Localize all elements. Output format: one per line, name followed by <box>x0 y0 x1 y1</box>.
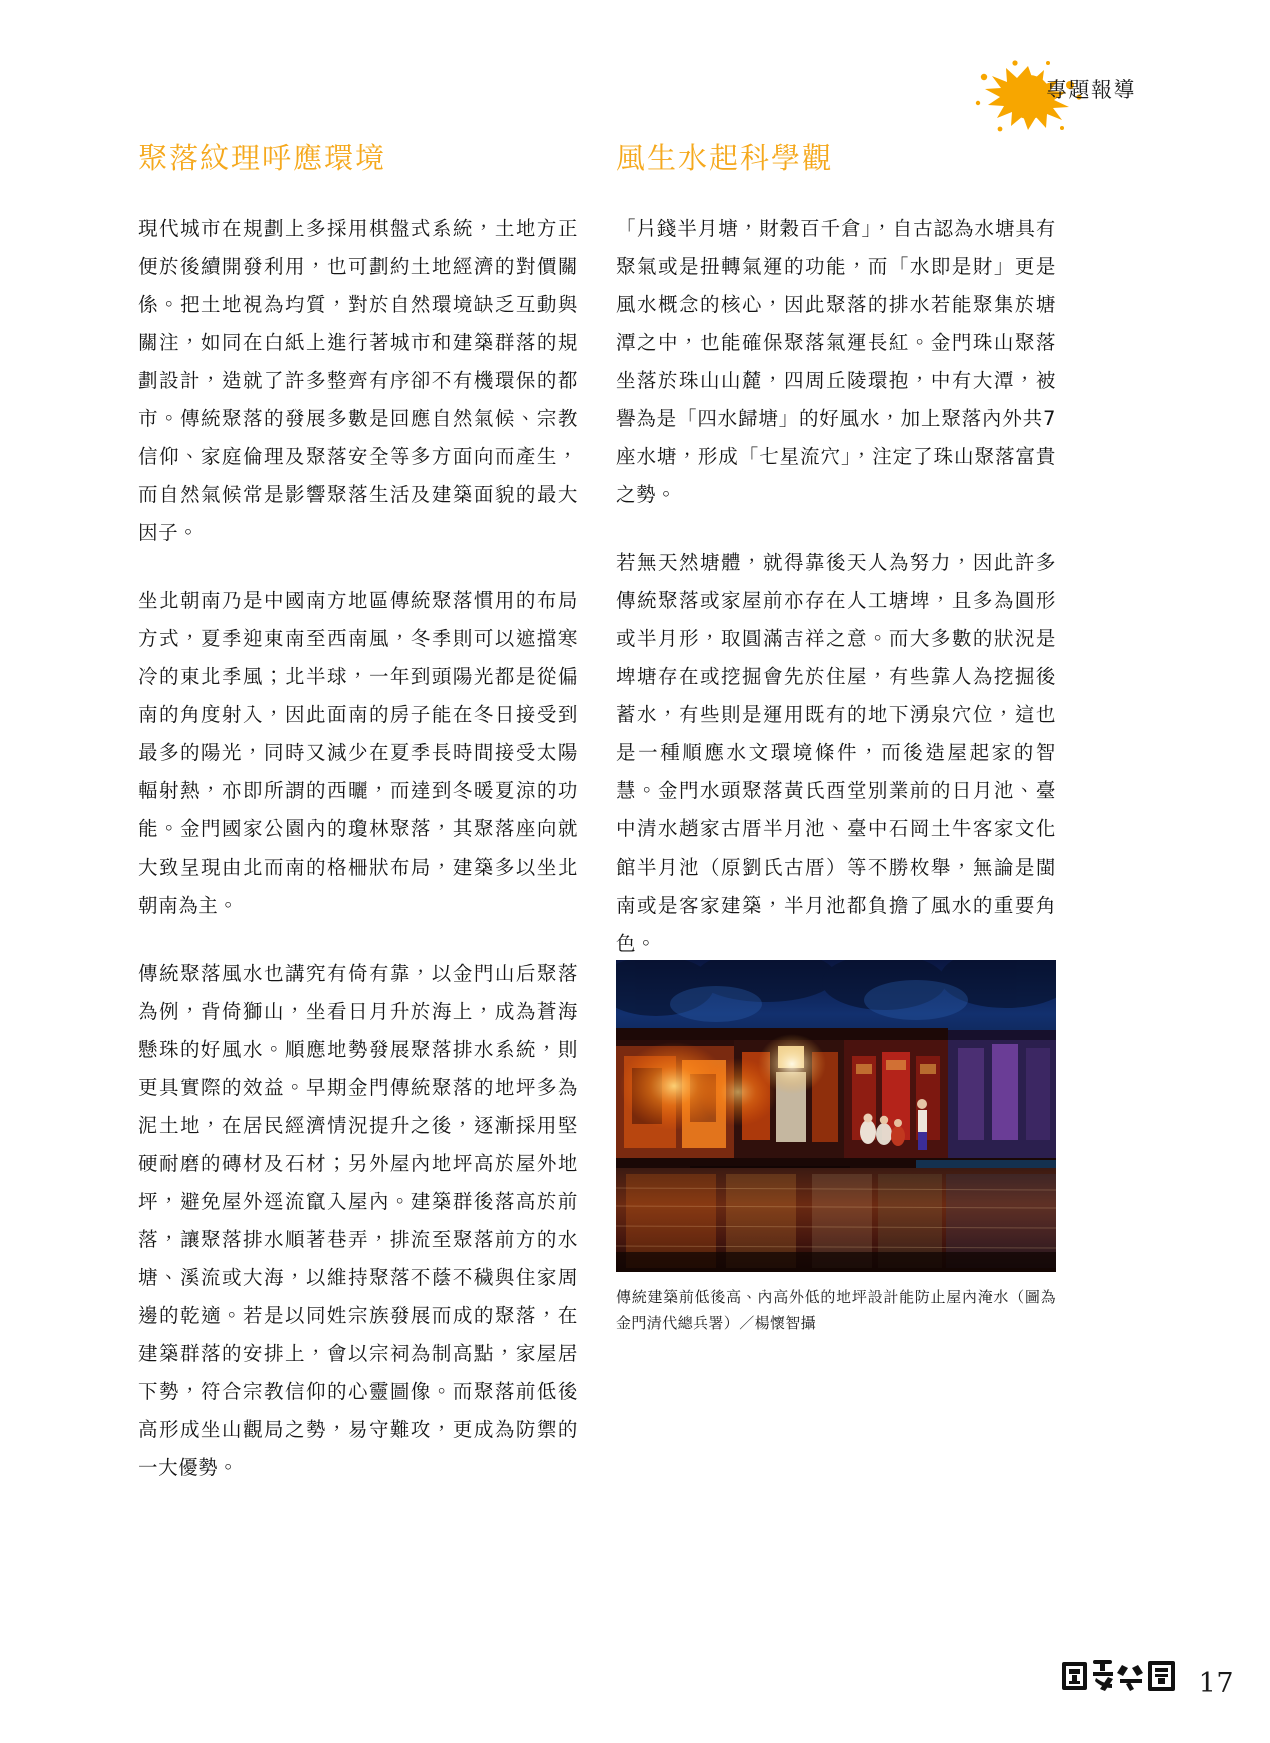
paragraph: 「片錢半月塘，財穀百千倉」，自古認為水塘具有聚氣或是扭轉氣運的功能，而「水即是財」更是風水概念的核心，因此聚落的排水若能聚集於塘潭之中，也能確保聚落氣運長紅。金門珠山聚落坐落於珠山山麓，四周丘陵環抱，中有大潭，被譽為是「四水歸塘」的好風水，加上聚落內外共7座水塘，形成「七星流穴」，注定了珠山聚落富貴之勢。 <box>616 217 1056 507</box>
page-number: 17 <box>1198 1668 1234 1699</box>
header-badge <box>960 52 1260 142</box>
photo-night-courtyard <box>616 960 1056 1272</box>
paragraph: 若無天然塘體，就得靠後天人為努力，因此許多傳統聚落或家屋前亦存在人工塘埤，且多為圓形或半月形，取圓滿吉祥之意。而大多數的狀況是埤塘存在或挖掘會先於住屋，有些靠人為挖掘後蓄水，有些則是運用既有的地下湧泉穴位，這也是一種順應水文環境條件，而後造屋起家的智慧。金門水頭聚落黃氏酉堂別業前的日月池、臺中清水趙家古厝半月池、臺中石岡土牛客家文化館半月池（原劉氏古厝）等不勝枚舉，無論是閩南或是客家建築，半月池都負擔了風水的重要角色。 <box>616 551 1056 955</box>
figure-caption: 傳統建築前低後高、內高外低的地坪設計能防止屋內淹水（圖為金門清代總兵署）／楊懷智攝 <box>616 1288 1056 1333</box>
column-left <box>138 140 578 1487</box>
page-title-left: 聚落紋理呼應環境 <box>138 141 387 175</box>
page-title-right: 風生水起科學觀 <box>616 141 834 175</box>
paragraph: 傳統聚落風水也講究有倚有靠，以金門山后聚落為例，背倚獅山，坐看日月升於海上，成為蒼海懸珠的好風水。順應地勢發展聚落排水系統，則更具實際的效益。早期金門傳統聚落的地坪多為泥土地，在居民經濟情況提升之後，逐漸採用堅硬耐磨的磚材及石材；另外屋內地坪高於屋外地坪，避免屋外逕流竄入屋內。建築群後落高於前落，讓聚落排水順著巷弄，排流至聚落前方的水塘、溪流或大海，以維持聚落不蔭不穢與住家周邊的乾適。若是以同姓宗族發展而成的聚落，在建築群落的安排上，會以宗祠為制高點，家屋居下勢，符合宗教信仰的心靈圖像。而聚落前低後高形成坐山觀局之勢，易守難攻，更成為防禦的一大優勢。 <box>138 961 578 1479</box>
figure <box>616 960 1056 1337</box>
badge-label: 專題報導 <box>1046 78 1136 102</box>
paragraph: 現代城市在規劃上多採用棋盤式系統，土地方正便於後續開發利用，也可劃約土地經濟的對價關係。把土地視為均質，對於自然環境缺乏互動與關注，如同在白紙上進行著城市和建築群落的規劃設計，造就了許多整齊有序卻不有機環保的都市。傳統聚落的發展多數是回應自然氣候、宗教信仰、家庭倫理及聚落安全等多方面向而產生，而自然氣候常是影響聚落生活及建築面貌的最大因子。 <box>138 217 578 545</box>
footer <box>0 1641 1270 1701</box>
national-park-logo-icon <box>1060 1655 1178 1697</box>
paragraph: 坐北朝南乃是中國南方地區傳統聚落慣用的布局方式，夏季迎東南至西南風，冬季則可以遮擋寒冷的東北季風；北半球，一年到頭陽光都是從偏南的角度射入，因此面南的房子能在冬日接受到最多的陽光，同時又減少在夏季長時間接受太陽輻射熱，亦即所謂的西曬，而達到冬暖夏涼的功能。金門國家公園內的瓊林聚落，其聚落座向就大致呈現由北而南的格柵狀布局，建築多以坐北朝南為主。 <box>138 589 578 917</box>
